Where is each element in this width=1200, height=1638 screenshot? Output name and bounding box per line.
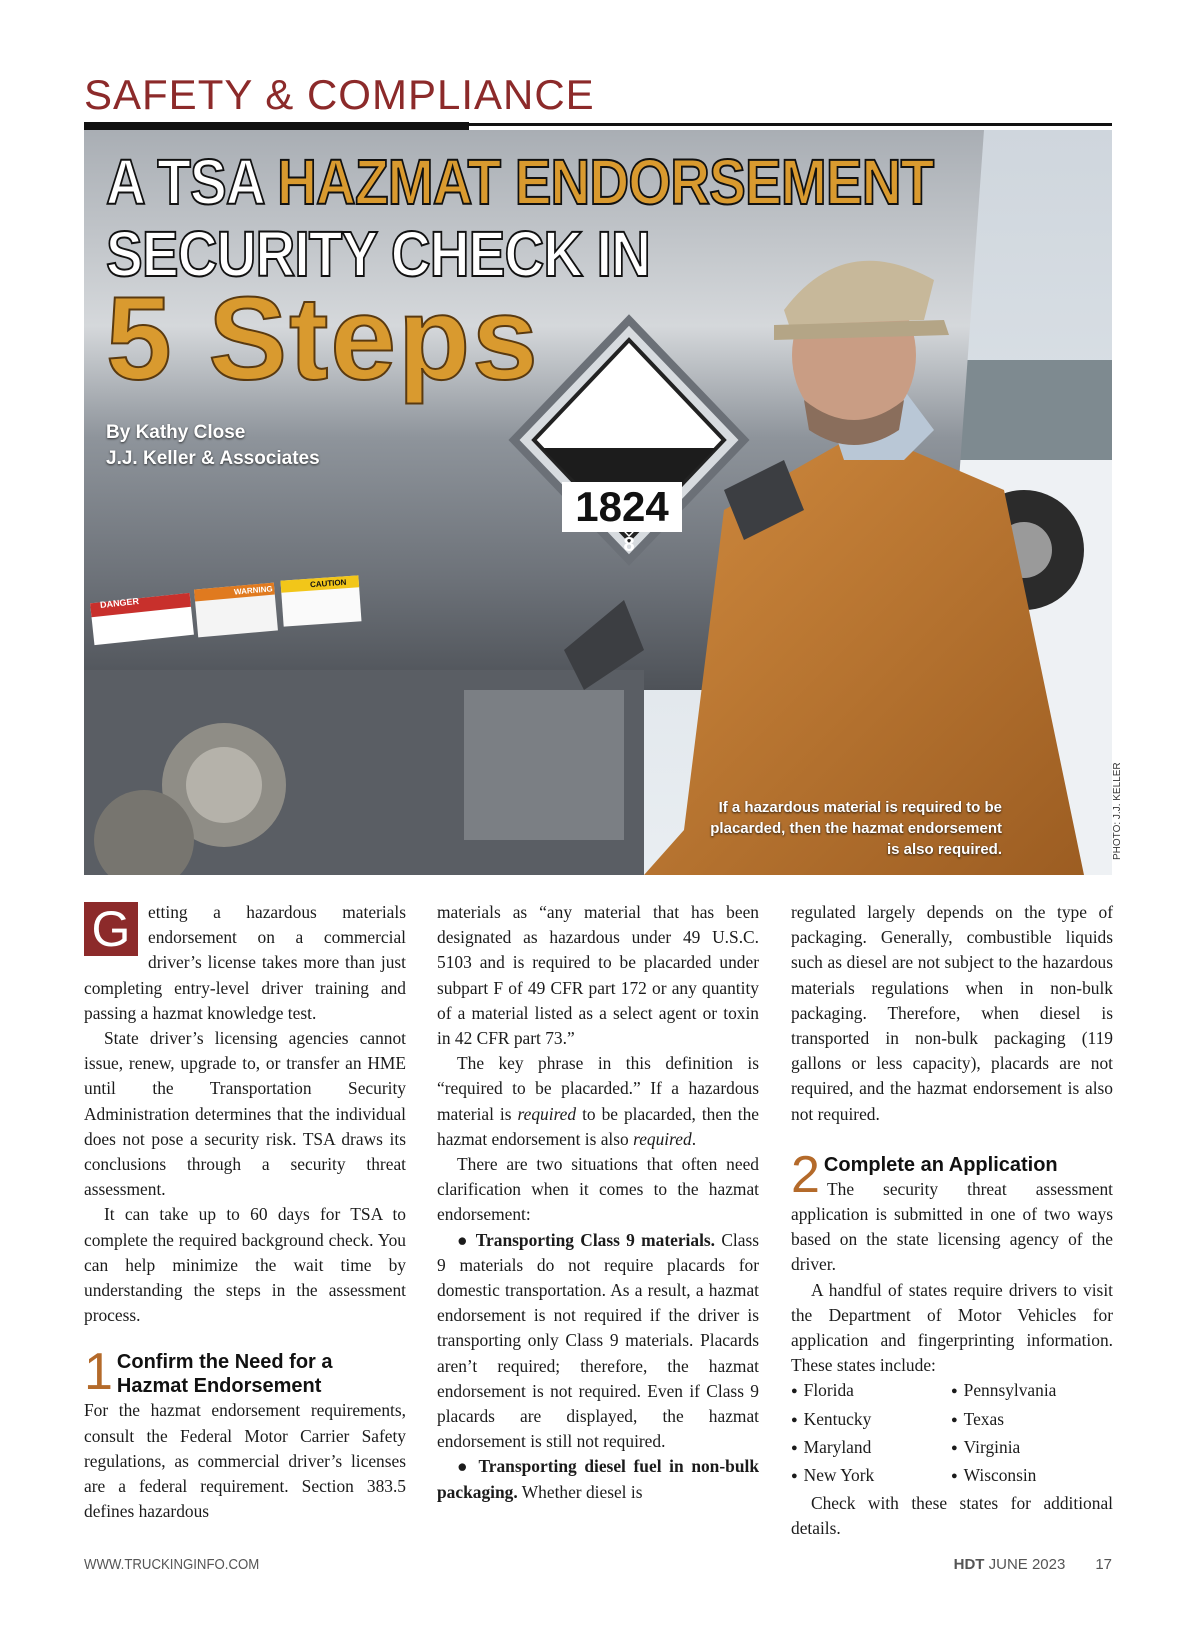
p5-em-2: required [633,1128,692,1149]
section-label: SAFETY & COMPLIANCE [84,71,595,118]
headline-line-2: SECURITY CHECK IN [106,218,651,290]
bullet-1-text: Class 9 materials do not require placards for domestic transportation. As a result, a hazmat endorsement is not required if the driver is transporting only Class 9 materials. Placards aren’t required; therefore, the hazmat endorsement is not required. Even if Class 9 placards are displayed, the hazmat endorsement is still not required. [437,1229,759,1452]
state-item: ● Wisconsin [951,1463,1111,1491]
photo-credit: PHOTO: J.J. KELLER [1112,762,1123,860]
state-item: ● Florida [791,1378,951,1406]
byline-org: J.J. Keller & Associates [106,448,320,469]
paragraph-1-text: etting a hazardous materials endorsement on a commercial driver’s license takes more than just completing entry-level driver training and passing a hazmat knowledge test. [84,902,406,1023]
article-paragraph-8: A handful of states require drivers to visit the Department of Motor Vehicles for application and fingerprinting information. These states include: [791,1279,1113,1376]
page-number: 17 [1095,1556,1112,1573]
label-caution: CAUTION [309,577,347,590]
photo-caption: If a hazardous material is required to be placarded, then the hazmat endorsement is also required. [710,799,1002,858]
p5-c: . [691,1128,697,1149]
article-column-1 [84,900,406,1524]
p5-a: The key phrase in this definition is “required to be placarded.” If a hazardous material is [437,1053,759,1124]
bullet-2-head: Transporting diesel fuel in non-bulk packaging. [437,1456,759,1502]
state-item: ● Maryland [791,1435,951,1463]
state-item: ● New York [791,1463,951,1491]
placard-number: 1824 [575,483,669,530]
headline-big: 5 Steps [106,273,540,405]
state-item: ● Pennsylvania [951,1378,1111,1406]
step-2-title: Complete an Application [823,1153,1058,1176]
article-paragraph-5 [437,1051,759,1152]
placard-class: 8 [623,534,635,556]
headline-line-1 [106,146,934,218]
bullet-2-text-start: Whether diesel is [517,1481,643,1502]
footer-magazine: HDT [953,1556,985,1573]
step-1-number: 1 [84,1343,113,1402]
state-item: ● Kentucky [791,1407,951,1435]
article-paragraph-4-start: For the hazmat endorsement requirements, consult the Federal Motor Carrier Safety regulations, as commercial driver’s licenses are a federal requirement. Section 383.5 defines hazardous [84,1400,406,1522]
label-warning: WARNING [233,584,273,597]
article-column-3 [791,900,1113,1542]
bullet-1-head: Transporting Class 9 materials. [475,1229,716,1250]
states-list [791,1378,1113,1491]
article-column-2 [437,900,759,1505]
footer-date: JUNE 2023 [984,1556,1066,1573]
article-paragraph-2: State driver’s licensing agencies cannot issue, renew, upgrade to, or transfer an HME until the Transportation Security Administration determines that the individual does not pose a security risk. TSA draws its conclusions through a security threat assessment. [84,1028,406,1200]
label-danger: DANGER [99,595,140,611]
article-paragraph-6: There are two situations that often need clarification when it comes to the hazmat endorsement: [437,1154,759,1225]
footer-issue [954,1556,1112,1573]
p5-b: to be placarded, then the hazmat endorsement is also [437,1103,759,1149]
footer-website: WWW.TRUCKINGINFO.COM [84,1556,260,1573]
paragraph-7-text: The security threat assessment application is submitted in one of two ways based on the state licensing agency of the driver. [791,1178,1113,1275]
article-paragraph-4-cont: materials as “any material that has been designated as hazardous under 49 U.S.C. 5103 and is required to be placarded under subpart F of 49 CFR part 172 or any quantity of a material listed as a select agent or toxin in 42 CFR part 73.” [437,902,759,1049]
bullet-diesel: ● Transporting diesel fuel in non-bulk packaging. Whether diesel is [437,1456,759,1502]
drop-cap: G [84,902,138,956]
article-paragraph-1 [84,900,406,1026]
byline [106,420,320,472]
step-1-heading [84,1343,406,1402]
step-1-title: Confirm the Need for a Hazmat Endorsement [116,1351,333,1398]
state-item: ● Virginia [951,1435,1111,1463]
headline-part1: A TSA [106,146,278,218]
p5-em-1: required [517,1103,577,1124]
article-paragraph-3: It can take up to 60 days for TSA to complete the required background check. You can help minimize the wait time by understanding the steps in the assessment process. [84,1204,406,1326]
bullet-class-9: ● Transporting Class 9 materials. Class 9 materials do not require placards for domestic transportation. As a result, a hazmat endorsement is not required if the driver is transporting only Class 9 materials. Placards aren’t required; therefore, the hazmat endorsement is not required. Even if Class 9 placards are displayed, the hazmat endorsement is still not required. [437,1229,759,1452]
hero-photo [84,130,1112,875]
article-paragraph-9: Check with these states for additional details. [791,1493,1113,1539]
state-item: ● Texas [951,1407,1111,1435]
headline-accent: HAZMAT ENDORSEMENT [277,146,934,218]
step-2-number: 2 [791,1145,820,1204]
bullet-diesel-cont: regulated largely depends on the type of packaging. Generally, combustible liquids such as diesel are not subject to the hazardous materials regulations when in non-bulk packaging. Therefore, when diesel is transported in non-bulk packaging (119 gallons or less capacity), placards are not required, and the hazmat endorsement is also not required. [791,902,1113,1124]
article-paragraph-7 [791,1177,1113,1278]
byline-author: By Kathy Close [106,422,246,443]
